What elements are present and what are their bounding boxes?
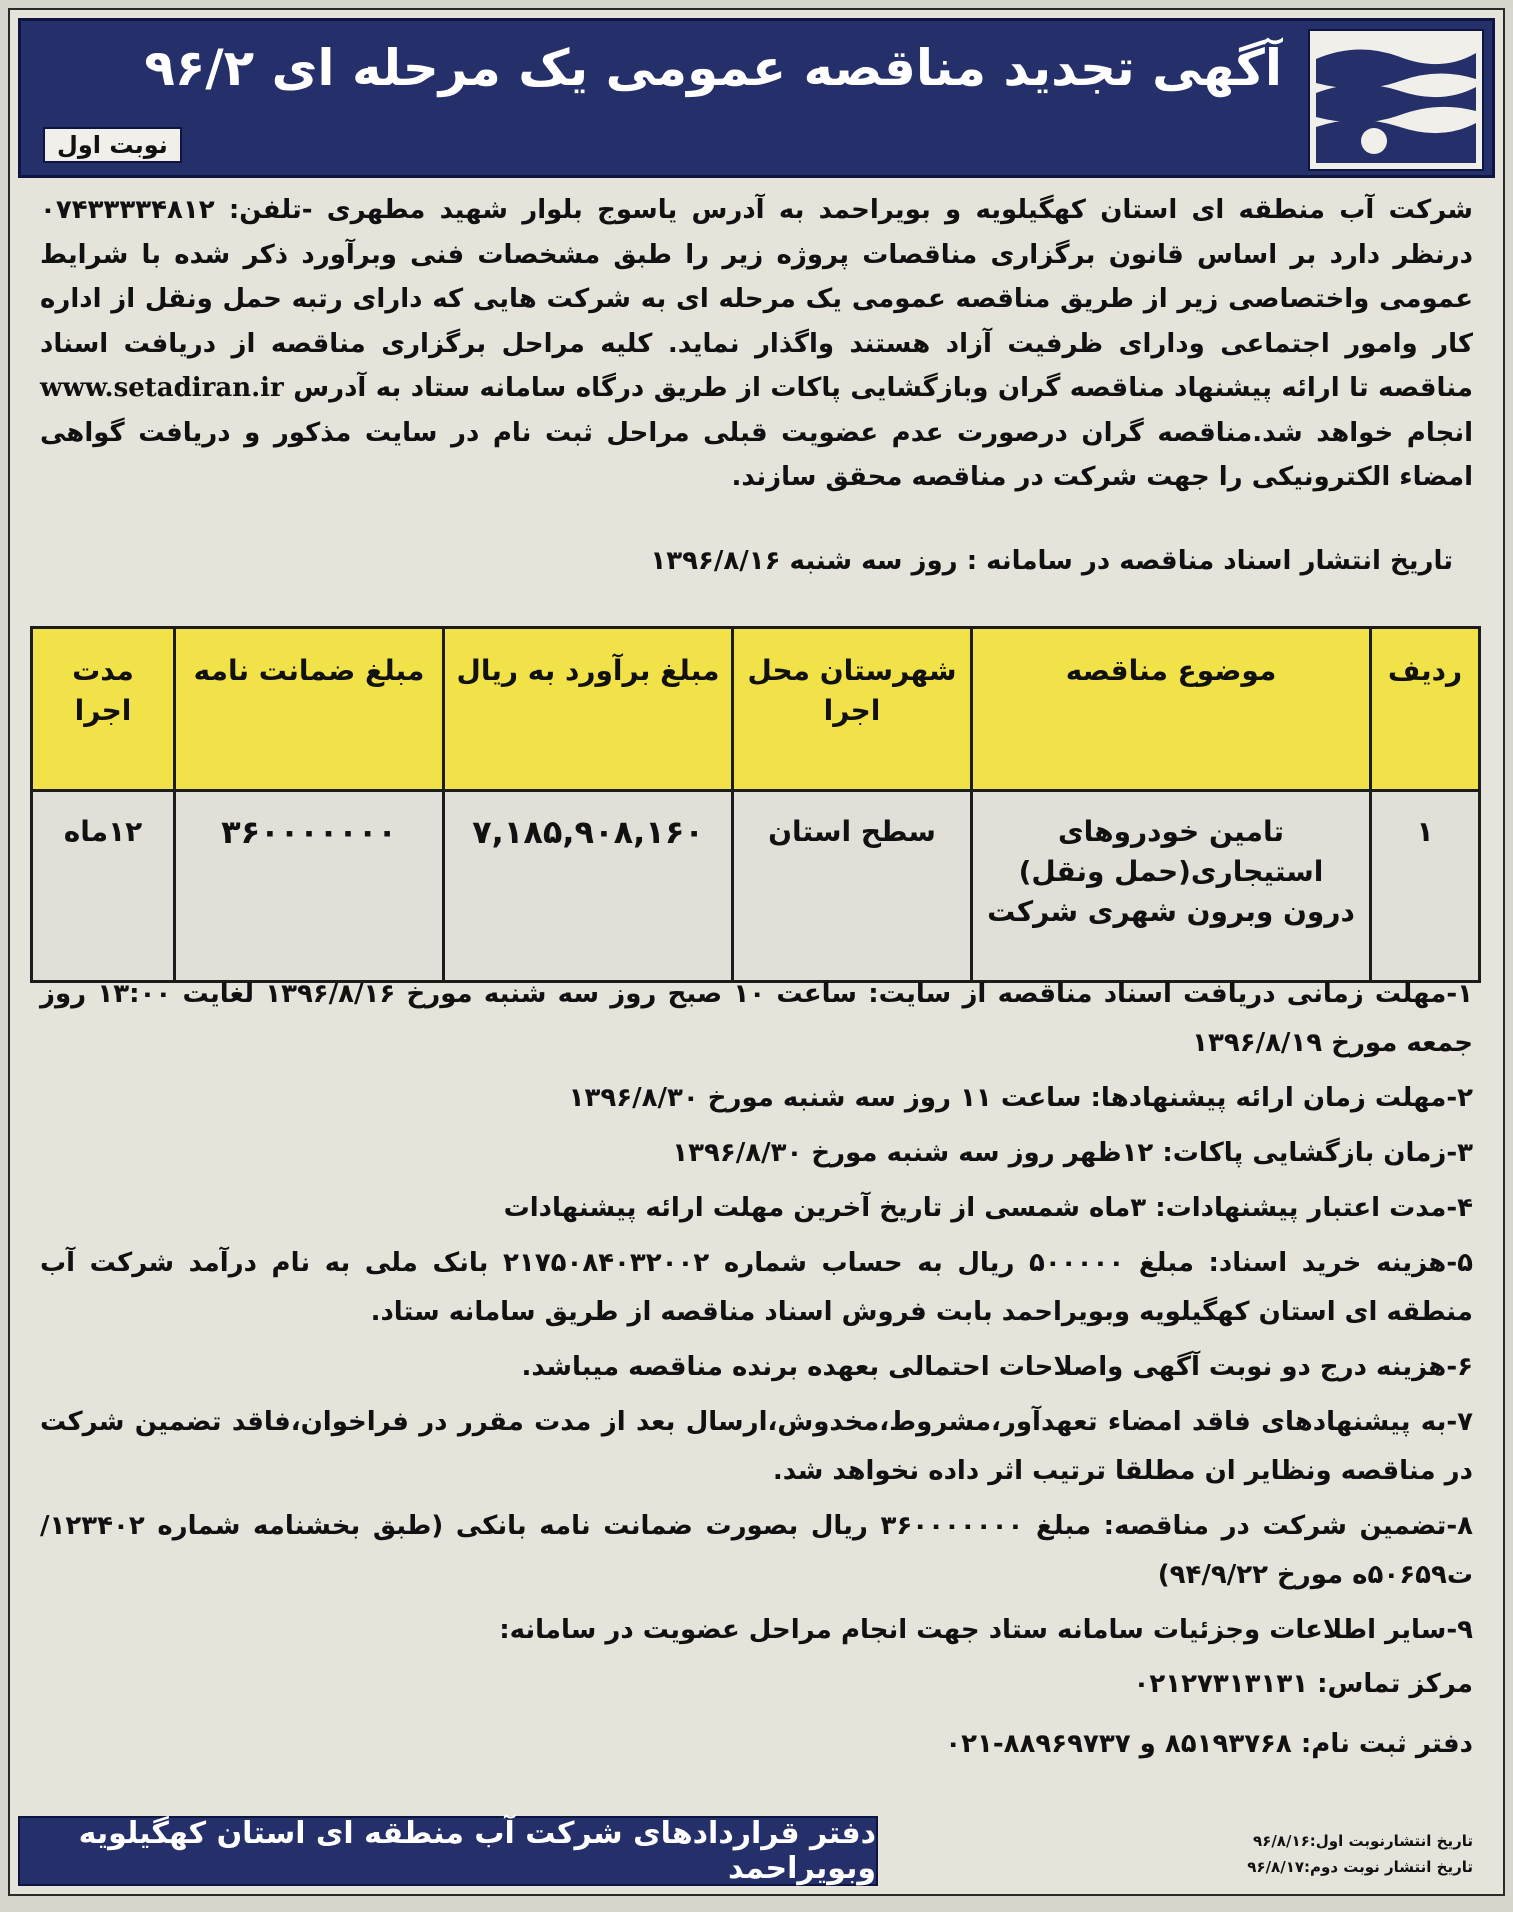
notice-header (18, 18, 1495, 178)
cell-guarantee: ۳۶۰۰۰۰۰۰۰ (175, 791, 444, 982)
col-header-duration: مدت اجرا (32, 628, 175, 791)
tender-table (30, 626, 1481, 983)
col-header-estimate: مبلغ برآورد به ریال (444, 628, 733, 791)
intro-text-part-1: شرکت آب منطقه ای استان کهگیلویه و بویراحمد به آدرس یاسوج بلوار شهید مطهری -تلفن: ۰۷۴۳۳۳۳۴۸۱۲ درنظر دارد بر اساس قانون برگزاری مناقصات پروژه زیر را طبق مشخصات فنی وبرآورد ذکر شده با شرایط عمومی واختصاصی زیر از طریق مناقصه عمومی یک مرحله ای به شرکت هایی که دارای رتبه حمل ونقل از اداره کار وامور اجتماعی ودارای ظرفیت آزاد هستند واگذار نماید. کلیه مراحل برگزاری مناقصه از دریافت اسناد مناقصه تا ارائه پیشنهاد مناقصه گران وبازگشایی پاکات از طریق درگاه سامانه ستاد به آدرس (40, 195, 1473, 403)
registration-contact (40, 1721, 1473, 1767)
clause-3: ۳-زمان بازگشایی پاکات: ۱۲ظهر روز سه شنبه مورخ ۱۳۹۶/۸/۳۰ (672, 1138, 1473, 1168)
table-header-row (32, 628, 1480, 791)
clause-1: ۱-مهلت زمانی دریافت اسناد مناقصه از سایت: ساعت ۱۰ صبح روز سه شنبه مورخ ۱۳۹۶/۸/۱۶ لغایت ۱۳:۰۰ روز جمعه مورخ ۱۳۹۶/۸/۱۹ (40, 979, 1473, 1058)
cell-subject: تامین خودروهای استیجاری(حمل ونقل) درون وبرون شهری شرکت (972, 791, 1371, 982)
clause-8: ۸-تضمین شرکت در مناقصه: مبلغ ۳۶۰۰۰۰۰۰۰ ریال بصورت ضمانت نامه بانکی (طبق بخشنامه شماره ۱۲۳۴۰۲/ت۵۰۶۵۹ه مورخ ۹۴/۹/۲۲) (40, 1511, 1474, 1590)
registration-phone-numbers: ۸۵۱۹۳۷۶۸ و ۸۸۹۶۹۷۳۷-۰۲۱ (945, 1729, 1292, 1759)
contracts-office-footer: دفتر قراردادهای شرکت آب منطقه ای استان کهگیلویه وبویراحمد (18, 1816, 878, 1886)
setad-website-link[interactable]: www.setadiran.ir (40, 373, 284, 403)
cell-row-no: ۱ (1371, 791, 1480, 982)
col-header-subject: موضوع مناقصه (972, 628, 1371, 791)
table-row (32, 791, 1480, 982)
col-header-guarantee: مبلغ ضمانت نامه (175, 628, 444, 791)
col-header-city: شهرستان محل اجرا (733, 628, 972, 791)
documents-publish-date: تاریخ انتشار اسناد مناقصه در سامانه : روز سه شنبه ۱۳۹۶/۸/۱۶ (650, 546, 1453, 576)
registration-label: دفتر ثبت نام: (1300, 1729, 1473, 1759)
tender-clauses (40, 970, 1473, 1781)
second-publish-date: تاریخ انتشار نوبت دوم:۹۶/۸/۱۷ (1247, 1858, 1473, 1876)
support-label: مرکز تماس: (1317, 1669, 1473, 1699)
notice-title: آگهی تجدید مناقصه عمومی یک مرحله ای ۹۶/۲ (144, 39, 1282, 97)
clause-9: ۹-سایر اطلاعات وجزئیات سامانه ستاد جهت انجام مراحل عضویت در سامانه: (499, 1615, 1473, 1645)
cell-city: سطح استان (733, 791, 972, 982)
support-phone-number: ۰۲۱۲۷۳۱۳۱۳۱ (1133, 1669, 1309, 1699)
publication-dates (1247, 1828, 1473, 1880)
water-company-logo-icon (1308, 29, 1484, 171)
col-header-row-no: ردیف (1371, 628, 1480, 791)
intro-paragraph (40, 188, 1473, 500)
cell-duration: ۱۲ماه (32, 791, 175, 982)
cell-estimate: ۷,۱۸۵,۹۰۸,۱۶۰ (444, 791, 733, 982)
clause-6: ۶-هزینه درج دو نوبت آگهی واصلاحات احتمالی بعهده برنده مناقصه میباشد. (521, 1352, 1473, 1382)
clause-4: ۴-مدت اعتبار پیشنهادات: ۳ماه شمسی از تاریخ آخرین مهلت ارائه پیشنهادات (503, 1193, 1473, 1223)
clause-7: ۷-به پیشنهادهای فاقد امضاء تعهدآور،مشروط،مخدوش،ارسال بعد از مدت مقرر در فراخوان،فاقد تضمین شرکت در مناقصه ونظایر ان مطلقا ترتیب اثر داده نخواهد شد. (40, 1407, 1473, 1486)
clause-5: ۵-هزینه خرید اسناد: مبلغ ۵۰۰۰۰۰ ریال به حساب شماره ۲۱۷۵۰۸۴۰۳۲۰۰۲ بانک ملی به نام درآمد شرکت آب منطقه ای استان کهگیلویه وبویراحمد بابت فروش اسناد مناقصه از طریق سامانه ستاد. (40, 1248, 1473, 1327)
first-publish-date: تاریخ انتشارنوبت اول:۹۶/۸/۱۶ (1253, 1832, 1473, 1850)
support-contact (40, 1661, 1473, 1707)
publication-round-badge: نوبت اول (43, 127, 182, 163)
clause-2: ۲-مهلت زمان ارائه پیشنهادها: ساعت ۱۱ روز سه شنبه مورخ ۱۳۹۶/۸/۳۰ (568, 1083, 1473, 1113)
intro-text-part-2: انجام خواهد شد.مناقصه گران درصورت عدم عضویت قبلی مراحل ثبت نام در سایت مذکور و دریافت گواهی امضاء الکترونیکی را جهت شرکت در مناقصه محقق سازند. (40, 417, 1473, 492)
tender-notice-page (8, 8, 1505, 1896)
